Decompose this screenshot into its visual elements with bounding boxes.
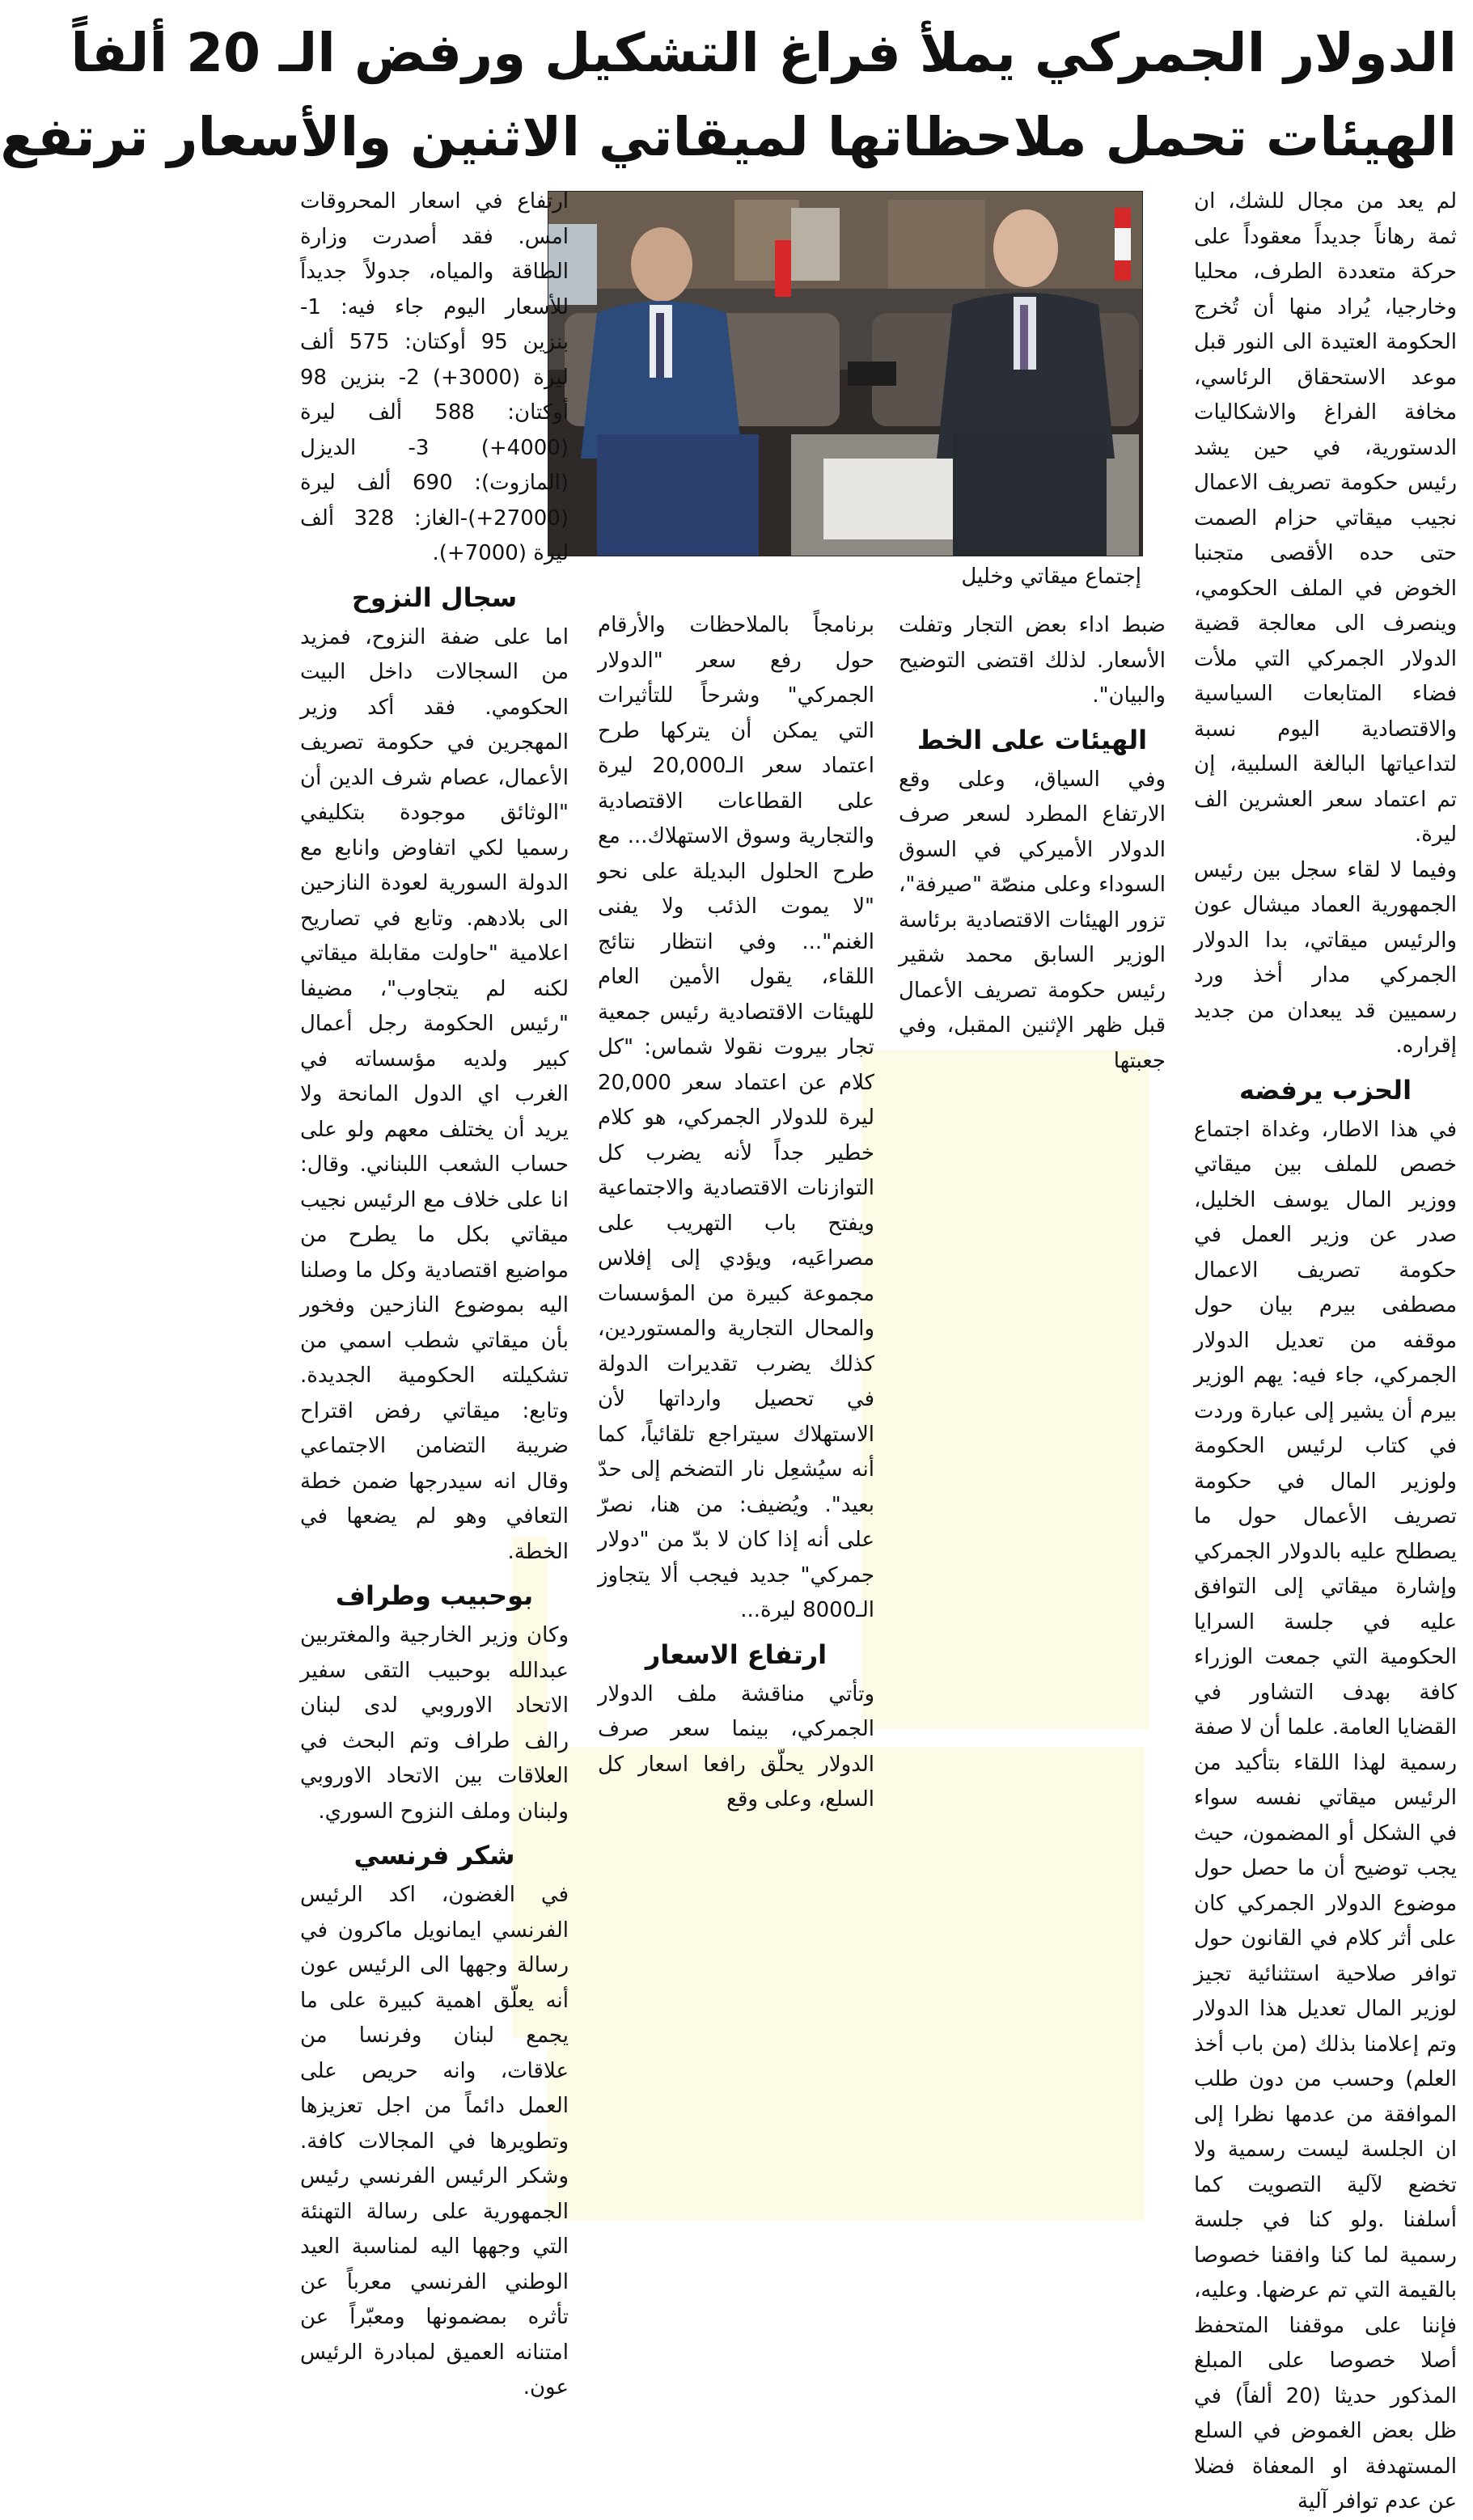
article-column-1 [1194,184,1457,2514]
paragraph: وفي السياق، وعلى وقع الارتفاع المطرد لسعر صرف الدولار الأميركي في السوق السوداء وعلى منصّة "صيرفة"، تزور الهيئات الاقتصادية برئاسة الوزير السابق محمد شقير رئيس حكومة تصريف الأعمال قبل ظهر الإثنين المقبل، وفي جعبتها [899,767,1166,1073]
section-heading: سجال النزوح [351,581,518,613]
article-column-3 [598,608,874,1812]
paragraph: ارتفاع في اسعار المحروقات امس. فقد أصدرت وزارة الطاقة والمياه، جدولاً جديداً للأسعار اليوم جاء فيه: 1- بنزين 95 أوكتان: 575 ألف ليرة (3000+) 2- بنزين 98 أوكتان: 588 ألف ليرة (4000+) 3- الديزل (المازوت): 690 ألف ليرة (27000+)-الغاز: 328 ألف ليرة (7000+). [300,189,569,565]
photo-caption: إجتماع ميقاتي وخليل [961,564,1141,589]
section-heading: ارتفاع الاسعار [645,1638,828,1670]
article-column-4 [300,184,569,2399]
paragraph: وفيما لا لقاء سجل بين رئيس الجمهورية العماد ميشال عون والرئيس ميقاتي، بدا الدولار الجمركي مدار أخذ ورد رسميين قد يبعدان من جديد إقراره. [1194,857,1457,1058]
headline [0,11,1457,180]
paragraph: لم يعد من مجال للشك، ان ثمة رهاناً جديداً معقوداً على حركة متعددة الطرف، محليا وخارجيا، يُراد منها أن تُخرج الحكومة العتيدة الى النور قبل موعد الاستحقاق الرئاسي، مخافة الفراغ والاشكاليات الدستورية، في حين يشد رئيس حكومة تصريف الاعمال نجيب ميقاتي حزام الصمت حتى حده الأقصى متجنبا الخوض في الملف الحكومي، وينصرف الى معالجة قضية الدولار الجمركي التي ملأت فضاء المتابعات السياسية والاقتصادية اليوم نسبة لتداعياتها البالغة السلبية، إن تم اعتماد سعر العشرين الف ليرة. [1194,189,1457,847]
paragraph: في هذا الاطار، وغداة اجتماع خصص للملف بين ميقاتي ووزير المال يوسف الخليل، صدر عن وزير العمل في حكومة تصريف الاعمال مصطفى بيرم بيان حول موقفه من تعديل الدولار الجمركي، جاء فيه: يهم الوزير بيرم أن يشير إلى عبارة وردت في كتاب لرئيس الحكومة ولوزير المال في حكومة تصريف الأعمال حول ما يصطلح عليه بالدولار الجمركي وإشارة ميقاتي إلى التوافق عليه في جلسة السرايا الحكومية التي جمعت الوزراء كافة بهدف التشاور في القضايا العامة. علما أن لا صفة رسمية لهذا اللقاء بتأكيد من الرئيس ميقاتي نفسه سواء في الشكل أو المضمون، حيث يجب توضيح أن ما حصل حول موضوع الدولار الجمركي كان على أثر كلام في القانون حول توافر صلاحية استثنائية تجيز لوزير المال تعديل هذا الدولار وتم إعلامنا بذلك (من باب أخذ العلم) وحسب من دون طلب الموافقة من عدمها نظرا إلى ان الجلسة ليست رسمية ولا تخضع لآلية التصويت كما أسلفنا .ولو كنا في جلسة رسمية لما كنا وافقنا خصوصا بالقيمة التي تم عرضها. وعليه، فإننا على موقفنا المتحفظ أصلا خصوصا على المبلغ المذكور حديثا (20 ألفاً) في ظل بعض الغموض في السلع المستهدفة او المعفاة فضلا عن عدم توافر آلية [1194,1117,1457,2514]
headline-line-1: الدولار الجمركي يملأ فراغ التشكيل ورفض الـ 20 ألفاً [70,22,1457,84]
highlight-block [861,1050,1149,1729]
paragraph: برنامجاً بالملاحظات والأرقام حول رفع سعر "الدولار الجمركي" وشرحاً للتأثيرات التي يمكن أن يتركها طرح اعتماد سعر الـ20,000 ليرة على القطاعات الاقتصادية والتجارية وسوق الاستهلاك... مع طرح الحلول البديلة على نحو "لا يموت الذئب ولا يفنى الغنم"... وفي انتظار نتائج اللقاء، يقول الأمين العام للهيئات الاقتصادية رئيس جمعية تجار بيروت نقولا شماس: "كل كلام عن اعتماد سعر 20,000 ليرة للدولار الجمركي، هو كلام خطير جداً لأنه يضرب كل التوازنات الاقتصادية والاجتماعية ويفتح باب التهريب على مصراعَيه، ويؤدي إلى إفلاس مجموعة كبيرة من المؤسسات والمحال التجارية والمستوردين، كذلك يضرب تقديرات الدولة في تحصيل وارداتها لأن الاستهلاك سيتراجع تلقائياً، كما أنه سيُشعِل نار التضخم إلى حدّ بعيد". ويُضيف: من هنا، نصرّ على أنه إذا كان لا بدّ من "دولار جمركي" جديد فيجب ألا يتجاوز الـ8000 ليرة... [598,613,874,1622]
section-heading: الهيئات على الخط [916,724,1148,755]
paragraph: وتأتي مناقشة ملف الدولار الجمركي، بينما سعر صرف الدولار يحلّق رافعا اسعار كل السلع، وعلى وقع [598,1681,874,1812]
meeting-photo-illustration [548,192,1142,556]
section-heading: الحزب يرفضه [1238,1074,1412,1106]
news-photo [548,191,1143,556]
paragraph: وكان وزير الخارجية والمغتربين عبدالله بوحبيب التقى سفير الاتحاد الاوروبي لدى لبنان رالف طراف وتم البحث في العلاقات بين الاتحاد الاوروبي ولبنان وملف النزوح السوري. [300,1623,569,1824]
highlight-block [548,1747,1145,2221]
section-heading: بوحبيب وطراف [335,1580,534,1611]
paragraph: اما على ضفة النزوح، فمزيد من السجالات داخل البيت الحكومي. فقد أكد وزير المهجرين في حكومة تصريف الأعمال، عصام شرف الدين أن "الوثائق موجودة بتكليفي رسميا لكي اتفاوض وانابع مع الدولة السورية لعودة النازحين الى بلادهم. وتابع في تصاريح اعلامية "حاولت مقابلة ميقاتي لكنه لم يتجاوب"، مضيفا "رئيس الحكومة رجل أعمال كبير ولديه مؤسساته في الغرب اي الدول المانحة ولا يريد أن يختلف معهم ولو على حساب الشعب اللبناني. وقال: انا على خلاف مع الرئيس نجيب ميقاتي بكل ما يطرح من مواضيع اقتصادية وكل ما وصلنا اليه بموضوع النازحين وفخور بأن ميقاتي شطب اسمي من تشكيلته الحكومية الجديدة. وتابع: ميقاتي رفض اقتراح ضريبة التضامن الاجتماعي وقال انه سيدرجها ضمن خطة التعافي وهو لم يضعها في الخطة. [300,624,569,1564]
paragraph: في الغضون، اكد الرئيس الفرنسي ايمانويل ماكرون في رسالة وجهها الى الرئيس عون أنه يعلّق اهمية كبيرة على ما يجمع لبنان وفرنسا من علاقات، وانه حريص على العمل دائماً من اجل تعزيزها وتطويرها في المجالات كافة. وشكر الرئيس الفرنسي رئيس الجمهورية على رسالة التهنئة التي وجهها اليه لمناسبة العيد الوطني الفرنسي معرباً عن تأثره بمضمونها ومعبّراً عن امتنانه العميق لمبادرة الرئيس عون. [300,1883,569,2399]
headline-line-2: الهيئات تحمل ملاحظاتها لميقاتي الاثنين والأسعار ترتفع [0,106,1457,168]
section-heading: شكر فرنسي [353,1840,515,1871]
paragraph: ضبط اداء بعض التجار وتفلت الأسعار. لذلك اقتضى التوضيح والبيان". [899,613,1166,708]
article-column-2 [899,608,1166,1073]
